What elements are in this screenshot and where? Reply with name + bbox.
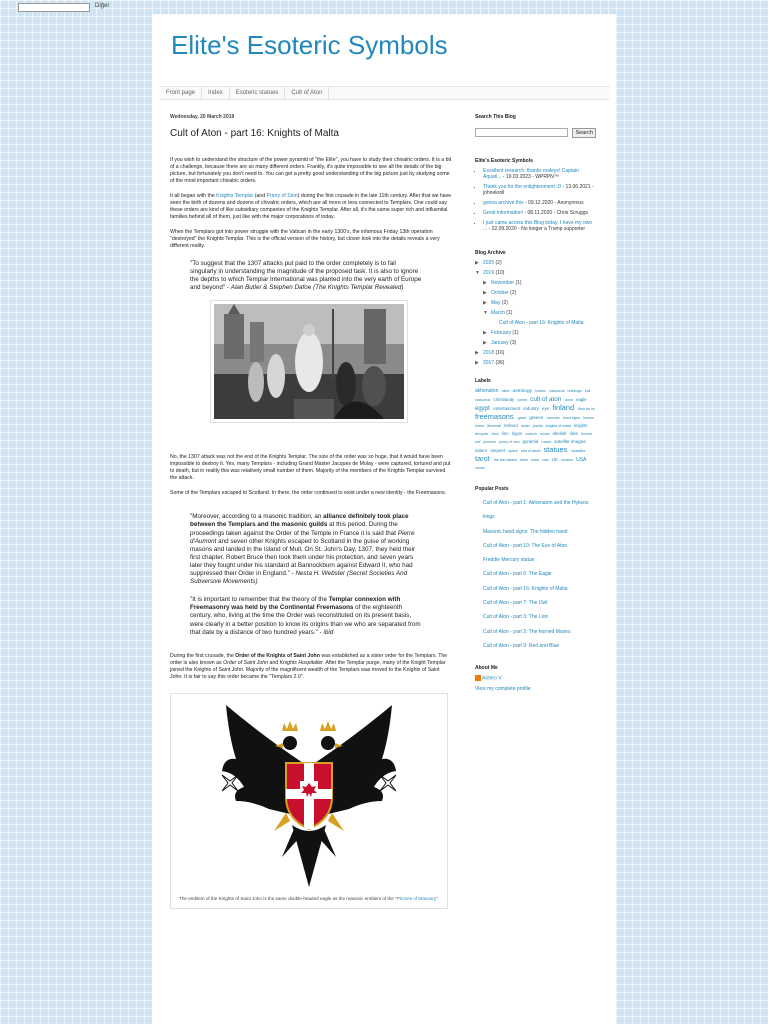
archive-item [475, 268, 597, 278]
paragraph-text: and [268, 659, 280, 666]
label-tag[interactable]: satellite images [554, 439, 586, 444]
sidebar [475, 114, 597, 692]
archive-count: (3) [508, 340, 517, 346]
archive-item [475, 318, 597, 328]
label-tag[interactable]: entertainment [493, 406, 522, 411]
quote-text: "To suggest that the 1307 attacks put paid to the order completely is to fail singularly in understanding the magnitude of the proposed task. It is also to ignore the depths to which Templar International was planted into the very earth of Europe and beyond" - [190, 260, 422, 292]
archive-link[interactable]: March [491, 310, 505, 316]
archive-link[interactable]: Cult of Aton - part 16: Knights of Malta [499, 320, 584, 326]
label-tag[interactable]: french [581, 431, 593, 436]
archive-item [475, 298, 597, 308]
blockquote [190, 596, 422, 636]
archive-count: (10) [494, 270, 505, 276]
post-date: Wednesday, 20 March 2019 [170, 114, 235, 120]
post-paragraph [170, 454, 452, 482]
blog-search-button[interactable]: Search [572, 128, 595, 138]
blockquote [190, 513, 422, 586]
label-tag[interactable]: hammer [546, 416, 561, 420]
popular-post-link[interactable]: Cult of Aton - part 7: The Owl [483, 600, 548, 607]
archive-count: (36) [494, 360, 505, 366]
knights-saint-john-emblem-image[interactable] [170, 693, 448, 909]
paragraph-text: was established as a sister order for the Templars. The order is also known as [170, 652, 448, 666]
comment-meta: - 13.06.2021 - johnekroll [483, 184, 594, 196]
post-paragraph [170, 229, 452, 250]
label-tag[interactable]: pyramid [522, 439, 540, 444]
caption-text: ". [436, 895, 439, 901]
paragraph-italic: Knights Hospitaller [279, 659, 323, 666]
expanded-triangle-icon[interactable]: ▼ [483, 310, 488, 316]
comment-meta: - 09.12.2020 - Anonymous [523, 200, 584, 206]
blog-search-input[interactable] [475, 128, 568, 137]
label-tag[interactable]: jesuits [532, 424, 544, 428]
post-paragraph [170, 490, 452, 497]
archive-count: (2) [500, 300, 508, 306]
popular-post-link[interactable]: Cult of Aton - part 9: Red and Blue [483, 642, 560, 649]
paragraph-text: No, the 1307 attack was not the end of the Knights Templar. The size of the order was so huge, that it would have been impossible to destroy it. Yes, many Templars - including Grand Master Jacques de Molay - were captured, tortured and put to death, but in reality this was relatively small number of them. Majority of the members of the Knights Templar survived the attack. [170, 454, 451, 482]
popular-post-link[interactable]: Cult of Aton - part 6: The Eagle [483, 571, 552, 578]
comment-item [483, 220, 597, 232]
paragraph-text: It all began with the [170, 193, 217, 199]
tab-index[interactable]: Index [202, 87, 230, 100]
paragraph-text: Some of the Templars escaped to Scotland. In there, the order continued to exist under a new identity - the Freemasons. [170, 490, 447, 497]
search-widget-title: Search This Blog [475, 114, 516, 120]
quote-text: "It is important to remember that the theory of the [190, 596, 329, 604]
label-tag[interactable]: finland [552, 403, 577, 412]
label-tag[interactable]: saturn [475, 448, 489, 453]
popular-post-link[interactable]: Cult of Aton - part 10: The Eye of Aton [483, 542, 568, 549]
princes-of-masonry-link[interactable]: Princes of Masonry [396, 895, 437, 901]
archive-count: (1) [514, 280, 522, 286]
post-paragraph [170, 193, 452, 221]
popular-post-link[interactable]: Cult of Aton - part 16: Knights of Malta [483, 585, 568, 592]
comment-item [483, 168, 597, 180]
comment-item [483, 200, 597, 206]
popular-post-link[interactable]: Freddie Mercury statue [483, 557, 535, 564]
paragraph-text: If you wish to understand the structure of the power pyramid of "the Elite", you have to study their chivalric orders. It is a bit of a challenge, because there are so many different orders. Frankly, it's quite impossible to see all the details of the big picture, but fortunately you don't need to. You can get a pretty good understanding of the big picture just by studying some of the most important chivalric orders. [170, 157, 452, 184]
archive-link[interactable]: 2018 [483, 350, 495, 356]
label-tag[interactable]: lion [502, 431, 510, 436]
label-tag[interactable]: olive [569, 431, 580, 436]
quote-text: "Moreover, according to a masonic tradition, an [190, 513, 324, 521]
labels-cloud [475, 387, 597, 472]
double-headed-eagle-icon [174, 697, 444, 889]
archive-link[interactable]: 2019 [483, 270, 495, 276]
archive-item [475, 328, 597, 338]
archive-item [475, 308, 597, 318]
archive-item [475, 258, 597, 268]
label-tag[interactable]: knights [574, 423, 588, 428]
label-tag[interactable]: the two babies [493, 458, 519, 462]
archive-link[interactable]: 2020 [483, 260, 495, 266]
blog-header [152, 14, 616, 86]
archive-count: (1) [504, 310, 513, 316]
blockquote [190, 260, 422, 292]
paragraph-text: ) during the first crusade in the late 11th century. After that we have seen the birth of dozens and dozens of chivalric orders, which are all more or less connected to Templars. One could say these orders are kind of like subsidiary companies of the Knights Templar. After all, it's the same super rich and influential families behind all of them, just like with the major corporations of today. [170, 193, 452, 220]
collapsed-triangle-icon[interactable]: ▶ [475, 260, 479, 266]
label-tag[interactable]: russia [541, 440, 553, 444]
about-me-title: About Me [475, 665, 498, 672]
label-tag[interactable]: gavel [517, 416, 528, 420]
archive-count: (1) [511, 330, 519, 336]
paragraph-text: . After the Templar purge, many of the Knight Templar joined the Knights of Saint John. Majority of the magnificent wealth of the Templars was moved to the Knights of Saint John. It is fair to say this order became the "Templars 2.0". [170, 659, 446, 680]
archive-item [475, 348, 597, 358]
label-tag[interactable]: aktet [501, 389, 511, 393]
post-title[interactable]: Cult of Aton - part 16: Knights of Malta [170, 128, 339, 139]
archive-link[interactable]: May [491, 300, 501, 306]
label-tag[interactable]: eagle [576, 397, 587, 402]
quote-author: Nesta H. Webster (Secret Societies And Subversive Movements) [190, 570, 408, 586]
paragraph-text: (and [253, 193, 267, 199]
label-tag[interactable]: priory of sion [499, 440, 521, 444]
archive-link[interactable]: January [491, 340, 509, 346]
popular-posts-list [475, 496, 597, 653]
comment-link[interactable]: Great information! [483, 210, 524, 216]
popular-post-link[interactable]: Cult of Aton - part 1: Akhenaton and the Hyksos kings [483, 500, 589, 521]
paragraph-bold: Order of the Knights of Saint John [235, 652, 320, 659]
paragraph-text: During the first crusade, the [170, 652, 236, 659]
label-tag[interactable]: logos [511, 431, 524, 436]
priory-of-sion-link[interactable]: Priory of Sion [266, 193, 298, 199]
blog-container [152, 14, 616, 1024]
popular-post-link[interactable]: Cult of Aton - part 2: The horned Moses [483, 628, 571, 635]
label-tag[interactable]: space [508, 449, 519, 453]
label-tag[interactable]: christianity [493, 397, 516, 402]
post-paragraph [170, 653, 452, 681]
label-tag[interactable]: star of david [520, 449, 542, 453]
comment-meta: - 22.09.2020 - No longer a Trump supporter [487, 226, 586, 232]
label-tag[interactable]: freemasons [475, 412, 516, 421]
archive-count: (2) [494, 260, 502, 266]
engraving-illustration [214, 304, 404, 419]
archive-link[interactable]: October [491, 290, 509, 296]
navbar-search-input[interactable] [18, 3, 90, 12]
navbar-more-button[interactable]: Diğer [95, 3, 110, 9]
label-tag[interactable]: astrology [512, 389, 534, 394]
collapsed-triangle-icon[interactable]: ▶ [483, 340, 487, 346]
archive-item [475, 358, 597, 368]
author-name-link[interactable]: Antero V [482, 675, 502, 682]
label-tag[interactable]: industry [523, 406, 541, 411]
paragraph-italic: Order of Saint John [223, 659, 269, 666]
expanded-triangle-icon[interactable]: ▼ [475, 270, 480, 276]
label-tag[interactable]: moloch [525, 432, 539, 436]
label-tag[interactable]: tubal [531, 458, 541, 462]
label-tag[interactable]: eye [542, 406, 551, 411]
collapsed-triangle-icon[interactable]: ▶ [475, 360, 479, 366]
about-me-widget [475, 675, 597, 691]
archive-widget-title: Blog Archive [475, 250, 506, 256]
popular-post-link[interactable]: Masonic hand signs: The hidden hand [483, 528, 568, 535]
label-tag[interactable]: obelisk [552, 431, 568, 436]
comment-link[interactable]: Excellent research, thanks maleys! Captain Aquati... [483, 168, 579, 180]
blog-archive-list [475, 258, 597, 368]
label-tag[interactable]: horses [583, 416, 594, 420]
quote-italic: Pierre d'Aumont [190, 529, 415, 545]
label-tag[interactable]: cult of aton [530, 396, 564, 403]
blogger-profile-icon [475, 675, 481, 681]
quote-text: and seven other Knights escaped to Scotland in the guise of working masons and landed in the Island of Mull. On St. John's Day, 1307, they held their first chapter. Robert Bruce then took them under his protection, and seven years later they fought under his standard at Bannockburn against Edward II, who had suppressed their Order in England." - [190, 537, 416, 578]
caption-text: The emblem of the Knights of Saint John is the same double-headed eagle as the masonic emblem of the " [179, 895, 397, 901]
archive-count: (16) [494, 350, 505, 356]
collapsed-triangle-icon[interactable]: ▶ [483, 330, 487, 336]
label-tag[interactable]: venus [475, 466, 485, 470]
knights-templar-link[interactable]: Knights Templar [216, 193, 254, 199]
label-tag[interactable]: fleur de lis [578, 407, 595, 411]
collapsed-triangle-icon[interactable]: ▶ [475, 350, 479, 356]
archive-item [475, 288, 597, 298]
label-tag[interactable]: USA [576, 457, 587, 463]
archive-link[interactable]: February [491, 330, 512, 336]
popular-post-link[interactable]: Cult of Aton - part 3: The Lion [483, 614, 549, 621]
post-column [170, 114, 452, 909]
label-tag[interactable]: comet [517, 398, 529, 402]
view-profile-link[interactable]: View my complete profile [475, 685, 531, 692]
label-tag[interactable]: israel [521, 424, 531, 428]
label-tag[interactable]: akhenaton [475, 388, 500, 394]
label-tag[interactable]: owl [475, 440, 482, 444]
collapsed-triangle-icon[interactable]: ▶ [483, 290, 487, 296]
quote-bold: Templar connexion with Freemasonry was held by the Continental Freemasons [190, 596, 401, 612]
labels-widget-title: Labels [475, 378, 491, 384]
page-tabs [160, 86, 610, 100]
comment-meta: - 08.11.2020 - Chris Scruggs [523, 210, 588, 216]
comment-link[interactable]: I just came across this Blog today. I have my own ... [483, 220, 593, 232]
comment-item [483, 184, 597, 196]
label-tag[interactable]: swastika [571, 449, 586, 453]
tab-cult-of-aton[interactable]: Cult of Aton [285, 87, 329, 100]
collapsed-triangle-icon[interactable]: ▶ [483, 300, 487, 306]
label-tag[interactable]: tuber [520, 458, 530, 462]
label-tag[interactable]: nicola [540, 432, 551, 436]
label-tag[interactable]: dove [565, 398, 574, 402]
label-tag[interactable]: lotus [491, 432, 501, 436]
label-tag[interactable]: caduceus [475, 398, 492, 402]
label-tag[interactable]: egypt [475, 406, 492, 412]
blog-title[interactable]: Elite's Esoteric Symbols [171, 30, 448, 60]
label-tag[interactable]: UK [551, 457, 560, 462]
post-paragraph [170, 157, 452, 185]
label-tag[interactable]: hand signs [562, 416, 582, 420]
archive-count: (2) [508, 290, 517, 296]
archive-link[interactable]: 2017 [483, 360, 495, 366]
label-tag[interactable]: cain [542, 458, 550, 462]
templar-execution-image[interactable] [210, 300, 408, 423]
paragraph-text: When the Templars got into power struggle with the Vatican in the early 1300's, the infamous Friday 13th operation "destroyed" the Knights Templar. This is the official version of the history, but closer look into the details reveals a very different reality. [170, 229, 440, 249]
label-tag[interactable]: statues [543, 445, 570, 454]
comments-widget-title: Elite's Esoteric Symbols [475, 158, 533, 164]
quote-text: at this period. During the proceedings taken against the Order of the Temple in France it is said that [190, 521, 398, 537]
quote-bold: alliance definitely took place between the Templars and the masonic guilds [190, 513, 409, 529]
collapsed-triangle-icon[interactable]: ▶ [483, 280, 487, 286]
quote-text: of the eighteenth century, who, living at the time the Order was reconstituted on its present basis, were clearly in a better position to know its origins than we who are separated from that date by a distance of two hundred years." - [190, 604, 421, 636]
label-tag[interactable]: horns [475, 424, 485, 428]
recent-comments-list [475, 168, 597, 232]
archive-link[interactable]: November [491, 280, 515, 286]
label-tag[interactable]: greece [529, 415, 545, 420]
label-tag[interactable]: bull [584, 389, 591, 393]
quote-author: Alan Butler & Stephen Dafoe (The Knights Templar Revealed) [230, 284, 404, 292]
label-tag[interactable]: ireland [503, 423, 520, 428]
label-tag[interactable]: tarot [475, 454, 492, 463]
comment-link[interactable]: Thank you for the enlightenment :D [483, 184, 562, 190]
tab-front-page[interactable]: Front page [160, 87, 202, 100]
label-tag[interactable]: illuminati [487, 424, 502, 428]
search-widget [475, 124, 597, 142]
comment-link[interactable]: gonna archive this [483, 200, 524, 206]
popular-posts-title: Popular Posts [475, 486, 509, 492]
tab-esoteric-statues[interactable]: Esoteric statues [230, 87, 286, 100]
label-tag[interactable]: templar [475, 431, 490, 436]
label-tag[interactable]: ukraine [561, 458, 575, 462]
blogger-navbar [0, 0, 768, 14]
label-tag[interactable]: buildings [567, 389, 583, 393]
label-tag[interactable]: caduceus [549, 389, 566, 393]
label-tag[interactable]: boston [535, 389, 548, 393]
comment-item [483, 210, 597, 216]
archive-item [475, 278, 597, 288]
archive-item [475, 338, 597, 348]
comment-meta: - 19.03.2023 - WPRPN™ [501, 174, 559, 180]
image-caption [174, 896, 444, 902]
quote-author: ibid [323, 628, 334, 636]
label-tag[interactable]: serpent [490, 448, 507, 453]
label-tag[interactable]: phoenix [483, 440, 497, 444]
label-tag[interactable]: knights of malta [545, 424, 573, 428]
